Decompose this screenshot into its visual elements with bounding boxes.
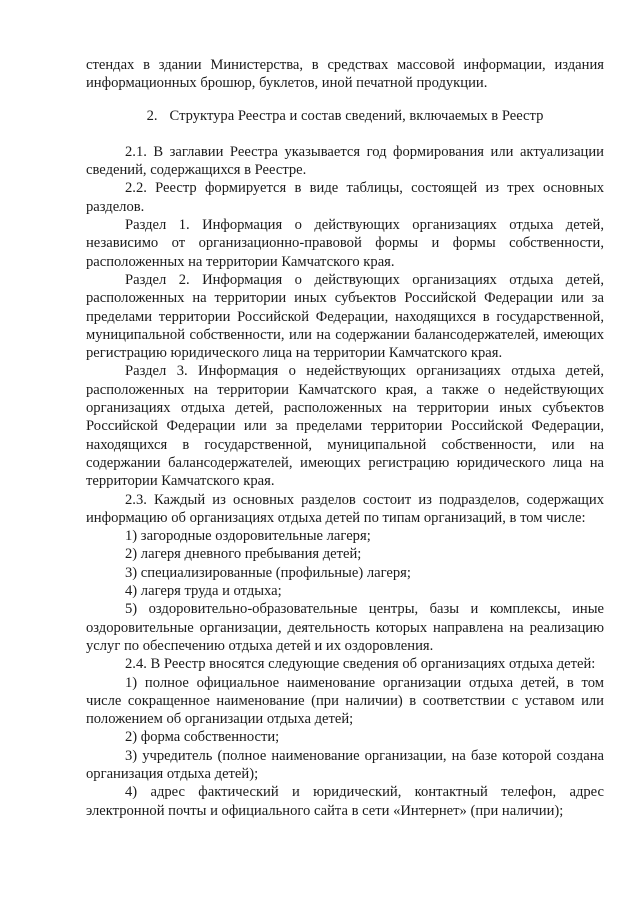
document-page	[86, 56, 604, 820]
list-item-2-3-3: 3) специализированные (профильные) лагеря;	[125, 564, 411, 581]
paragraph-2-4: 2.4. В Реестр вносятся следующие сведения об организациях отдыха детей:	[125, 656, 596, 673]
list-item-2-3-2: 2) лагеря дневного пребывания детей;	[125, 546, 362, 563]
paragraph-section-1: Раздел 1. Информация о действующих организациях отдыха детей, независимо от организационно-правовой формы и формы собственности, расположенных на территории Камчатского края.	[86, 217, 604, 270]
paragraph-2-1: 2.1. В заглавии Реестра указывается год формирования или актуализации сведений, содержащихся в Реестре.	[86, 143, 604, 179]
list-item-2-4-2: 2) форма собственности;	[125, 729, 280, 746]
list-item-2-4-3: 3) учредитель (полное наименование организации, на базе которой создана организация отдыха детей);	[86, 747, 604, 782]
paragraph-section-3: Раздел 3. Информация о недействующих организациях отдыха детей, расположенных на территории Камчатского края, а также о недействующих организациях отдыха детей, расположенных на территории иных субъектов Российской Федерации или за пределами территории Российской Федерации, находящихся в государственной, муниципальной собственности, или на содержании балансодержателей, имеющих регистрацию юридического лица на территории Камчатского края.	[86, 363, 604, 490]
paragraph-2-3: 2.3. Каждый из основных разделов состоит из подразделов, содержащих информацию об организациях отдыха детей по типам организаций, в том числе:	[86, 491, 604, 526]
list-item-2-3-5: 5) оздоровительно-образовательные центры, базы и комплексы, иные оздоровительные организации, деятельность которых направлена на реализацию услуг по обеспечению отдыха детей и их оздоровления.	[86, 601, 604, 654]
list-item-2-3-4: 4) лагеря труда и отдыха;	[125, 583, 282, 600]
section-number: 2.	[146, 107, 158, 124]
section-heading	[86, 107, 604, 125]
paragraph-section-2: Раздел 2. Информация о действующих организациях отдыха детей, расположенных на территории иных субъектов Российской Федерации или за пределами территории Российской Федерации, находящихся в государственной, муниципальной собственности, или на содержании балансодержателей, имеющих регистрацию юридического лица на территории Камчатского края.	[86, 271, 604, 362]
paragraph-2-2: 2.2. Реестр формируется в виде таблицы, состоящей из трех основных разделов.	[86, 180, 604, 215]
intro-paragraph: стендах в здании Министерства, в средствах массовой информации, издания информационных брошюр, буклетов, иной печатной продукции.	[86, 57, 604, 92]
list-item-2-3-1: 1) загородные оздоровительные лагеря;	[125, 528, 371, 545]
list-item-2-4-4: 4) адрес фактический и юридический, контактный телефон, адрес электронной почты и официального сайта в сети «Интернет» (при наличии);	[86, 784, 604, 819]
section-title: Структура Реестра и состав сведений, включаемых в Реестр	[169, 107, 544, 124]
list-item-2-4-1: 1) полное официальное наименование организации отдыха детей, в том числе сокращенное наименование (при наличии) в соответствии с уставом или положением об организации отдыха детей;	[86, 674, 604, 728]
